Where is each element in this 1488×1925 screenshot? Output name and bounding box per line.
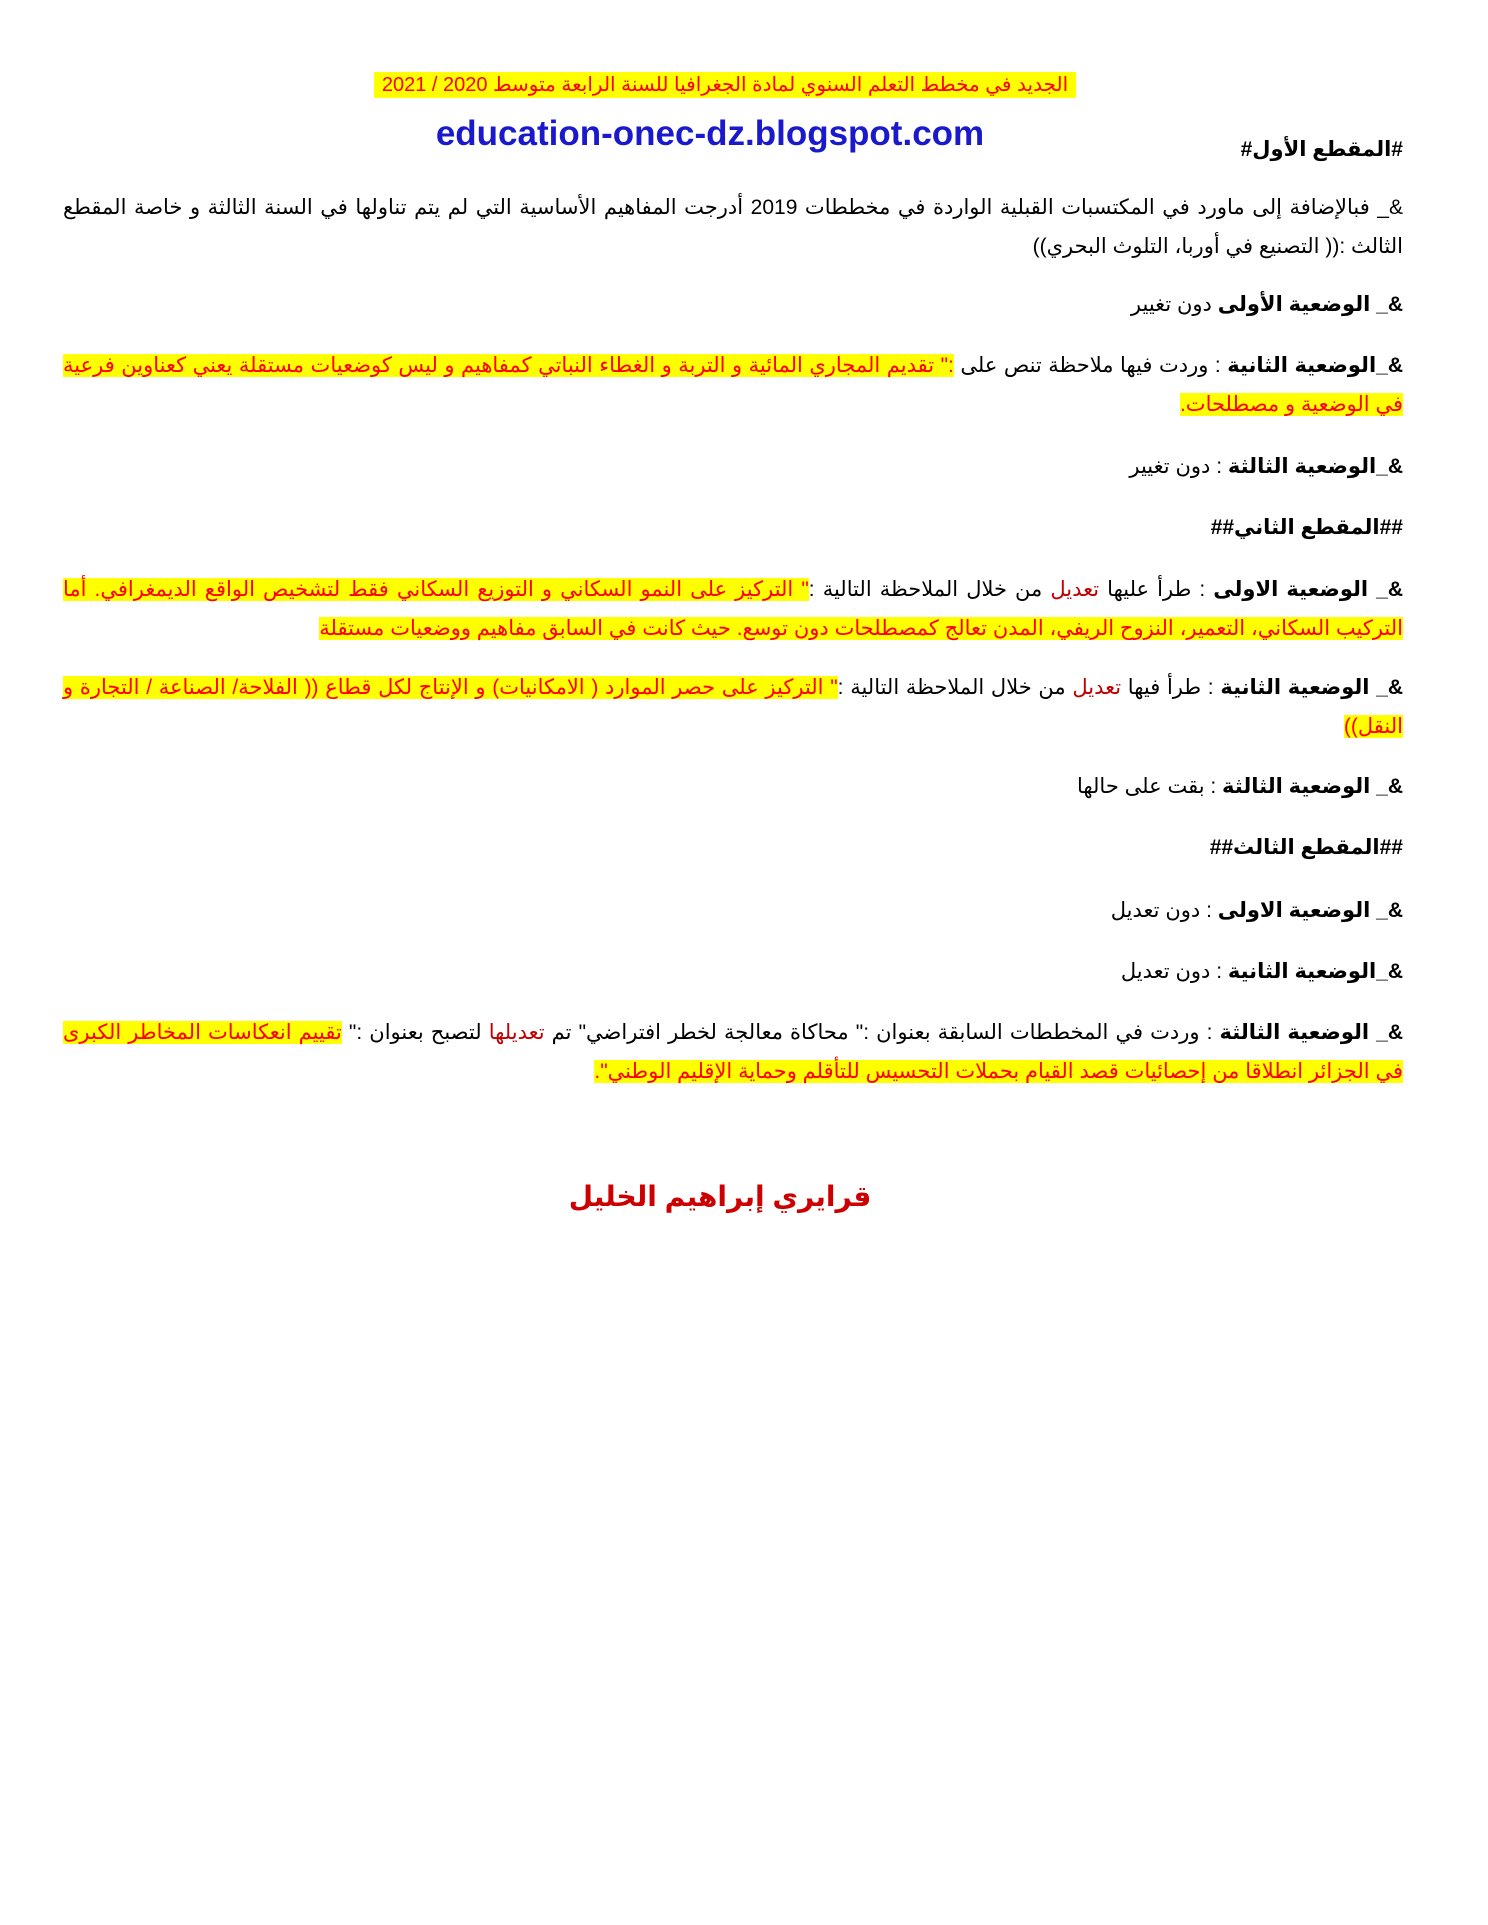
- website-url[interactable]: education-onec-dz.blogspot.com: [435, 114, 985, 153]
- section-2-heading: ##المقطع الثاني##: [1210, 516, 1403, 539]
- situation-text: من خلال الملاحظة التالية :: [808, 578, 1051, 601]
- situation-label: &_ الوضعية الاولى: [1217, 899, 1403, 922]
- highlighted-note: تقييم انعكاسات المخاطر الكبرى في الجزائر انطلاقا من إحصائيات قصد القيام بحملات التحسيس للتأقلم وحماية الإقليم الوطني".: [63, 1021, 1403, 1083]
- situation-label: &_ الوضعية الاولى: [1213, 578, 1403, 601]
- section-2-situation-2: [63, 668, 1403, 746]
- situation-label: &_ الوضعية الثانية: [1220, 676, 1404, 699]
- section-3-situation-3: [63, 1013, 1403, 1091]
- section-1-situation-2: [63, 346, 1403, 424]
- section-1-heading: #المقطع الأول#: [1240, 138, 1403, 161]
- highlighted-note: :" تقديم المجاري المائية و التربة و الغطاء النباتي كمفاهيم و ليس كوضعيات مستقلة يعني كعناوين فرعية في الوضعية و مصطلحات.: [63, 354, 1403, 416]
- author-signature: قرايري إبراهيم الخليل: [568, 1181, 872, 1212]
- situation-text: : طرأ عليها: [1099, 578, 1214, 601]
- situation-text: : دون تغيير: [1129, 455, 1228, 478]
- highlighted-note: " التركيز على حصر الموارد ( الامكانيات) و الإنتاج لكل قطاع (( الفلاحة/ الصناعة / التجارة و النقل)): [63, 676, 1403, 738]
- situation-label: &_ الوضعية الأولى: [1217, 293, 1403, 316]
- situation-text: دون تغيير: [1130, 293, 1218, 316]
- section-3-situation-2: [63, 952, 1403, 991]
- modification-word: تعديل: [1072, 676, 1122, 699]
- highlighted-note: " التركيز على النمو السكاني و التوزيع السكاني فقط لتشخيص الواقع الديمغرافي. أما التركيب السكاني، التعمير، النزوح الريفي، المدن تعالج كمصطلحات دون توسع. حيث كانت في السابق مفاهيم ووضعيات مستقلة: [63, 578, 1403, 640]
- section-1-intro: &_ فبالإضافة إلى ماورد في المكتسبات القبلية الواردة في مخططات 2019 أدرجت المفاهيم الأساسية التي لم يتم تناولها في السنة الثالثة و خاصة المقطع الثالث :(( التصنيع في أوربا، التلوث البحري)): [63, 196, 1403, 258]
- situation-label: &_الوضعية الثالثة: [1227, 455, 1403, 478]
- situation-text: : وردت في المخططات السابقة بعنوان :" محاكاة معالجة لخطر افتراضي" تم: [544, 1021, 1220, 1044]
- situation-text: : وردت فيها ملاحظة تنص على: [953, 354, 1228, 377]
- section-3-situation-1: [63, 891, 1403, 930]
- section-3-heading: ##المقطع الثالث##: [1209, 836, 1403, 859]
- section-2-situation-1: [63, 570, 1403, 648]
- situation-label: &_ الوضعية الثالثة: [1222, 775, 1403, 798]
- situation-text: : دون تعديل: [1120, 960, 1228, 983]
- situation-text: : بقت على حالها: [1076, 775, 1223, 798]
- situation-text: لتصبح بعنوان :": [341, 1021, 489, 1044]
- modification-word: تعديلها: [488, 1021, 545, 1044]
- situation-label: &_الوضعية الثانية: [1227, 354, 1403, 377]
- section-2-situation-3: [63, 767, 1403, 806]
- modification-word: تعديل: [1050, 578, 1100, 601]
- situation-text: : دون تعديل: [1110, 899, 1218, 922]
- situation-text: : طرأ فيها: [1121, 676, 1221, 699]
- situation-text: من خلال الملاحظة التالية :: [837, 676, 1073, 699]
- section-1-situation-3: [63, 447, 1403, 486]
- situation-label: &_ الوضعية الثالثة: [1219, 1021, 1404, 1044]
- situation-label: &_الوضعية الثانية: [1227, 960, 1403, 983]
- document-title: الجديد في مخطط التعلم السنوي لمادة الجغرافيا للسنة الرابعة متوسط 2020 / 2021: [0, 70, 1450, 100]
- section-1-situation-1: [63, 285, 1403, 324]
